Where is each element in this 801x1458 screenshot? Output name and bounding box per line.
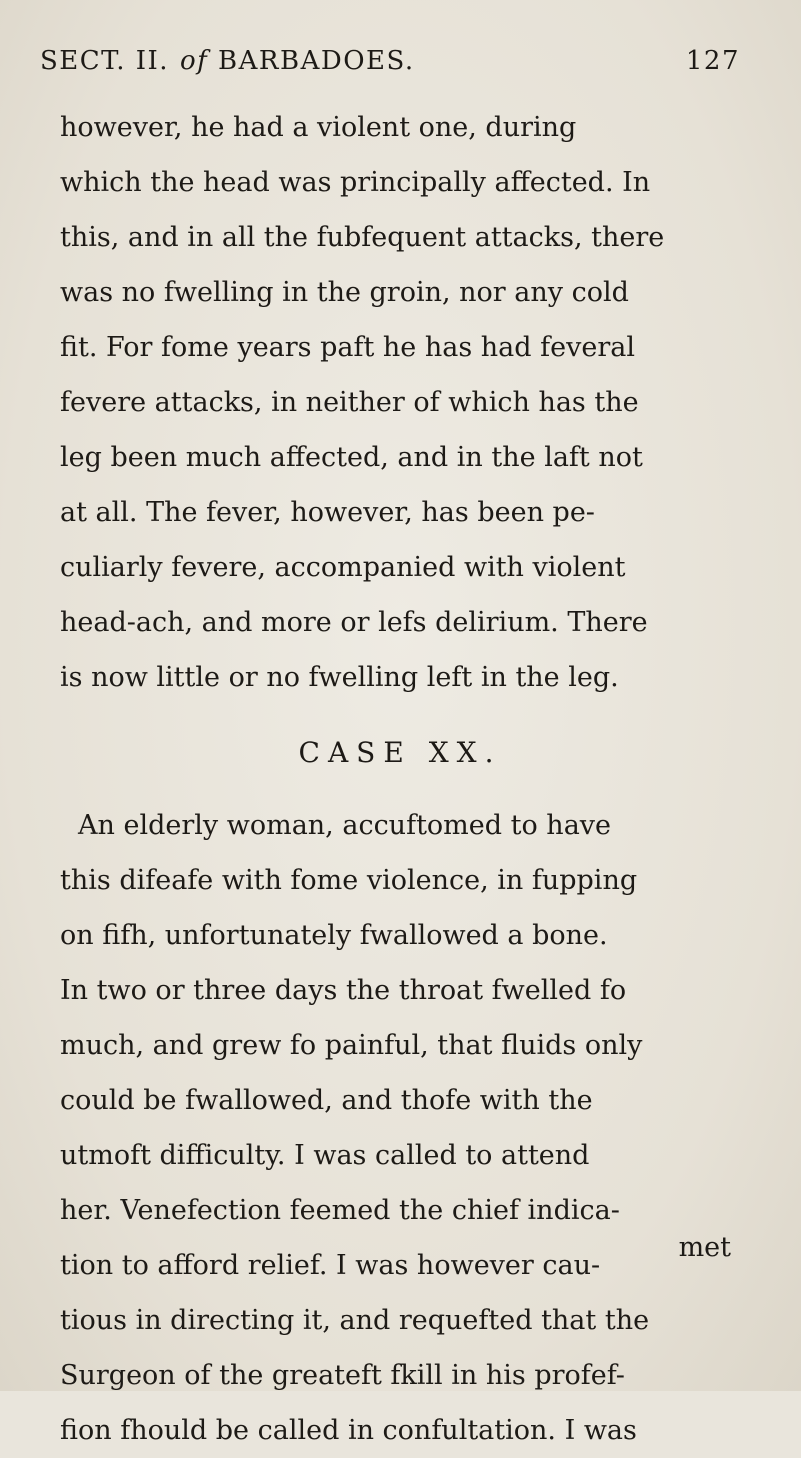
page-number: 127 — [685, 46, 740, 76]
text-line: on fifh, unfortunately fwallowed a bone. — [60, 920, 608, 951]
paragraph-1 — [60, 100, 740, 705]
text-line: head-ach, and more or lefs delirium. There — [60, 607, 648, 638]
page-body — [60, 100, 740, 1458]
text-line: fit. For fome years paft he has had feveral — [60, 332, 635, 363]
text-line: was no fwelling in the groin, nor any cold — [60, 277, 629, 308]
text-line: An elderly woman, accuftomed to have — [78, 810, 612, 841]
text-line: this, and in all the fubfequent attacks, there — [60, 222, 665, 253]
text-line: In two or three days the throat fwelled fo — [60, 975, 627, 1006]
running-title — [180, 46, 415, 76]
case-heading: CASE XX. — [298, 736, 502, 769]
title-prefix: of — [180, 46, 209, 76]
text-line: could be fwallowed, and thofe with the — [60, 1085, 593, 1116]
text-line: tion to afford relief. I was however cau- — [60, 1250, 601, 1281]
text-line: however, he had a violent one, during — [60, 112, 577, 143]
text-line: culiarly fevere, accompanied with violent — [60, 552, 626, 583]
text-line: much, and grew fo painful, that fluids only — [60, 1030, 643, 1061]
text-line: Surgeon of the greateft fkill in his profef- — [60, 1360, 625, 1391]
text-line: utmoft difficulty. I was called to attend — [60, 1140, 590, 1171]
text-line: leg been much affected, and in the laft not — [60, 442, 643, 473]
text-line: tious in directing it, and requefted that the — [60, 1305, 650, 1336]
title-main: BARBADOES. — [218, 46, 415, 76]
text-line: fevere attacks, in neither of which has the — [60, 387, 639, 418]
text-line: fion fhould be called in confultation. I was — [60, 1415, 637, 1446]
catchword: met — [678, 1232, 731, 1263]
text-line: at all. The fever, however, has been pe- — [60, 497, 595, 528]
text-line: which the head was principally affected. In — [60, 167, 651, 198]
section-label: SECT. II. — [40, 46, 170, 76]
text-line: this difeafe with fome violence, in fupping — [60, 865, 638, 896]
running-header — [40, 38, 740, 78]
text-line: her. Venefection feemed the chief indica- — [60, 1195, 620, 1226]
text-line: is now little or no fwelling left in the leg. — [60, 662, 619, 693]
paragraph-2 — [60, 798, 740, 1458]
